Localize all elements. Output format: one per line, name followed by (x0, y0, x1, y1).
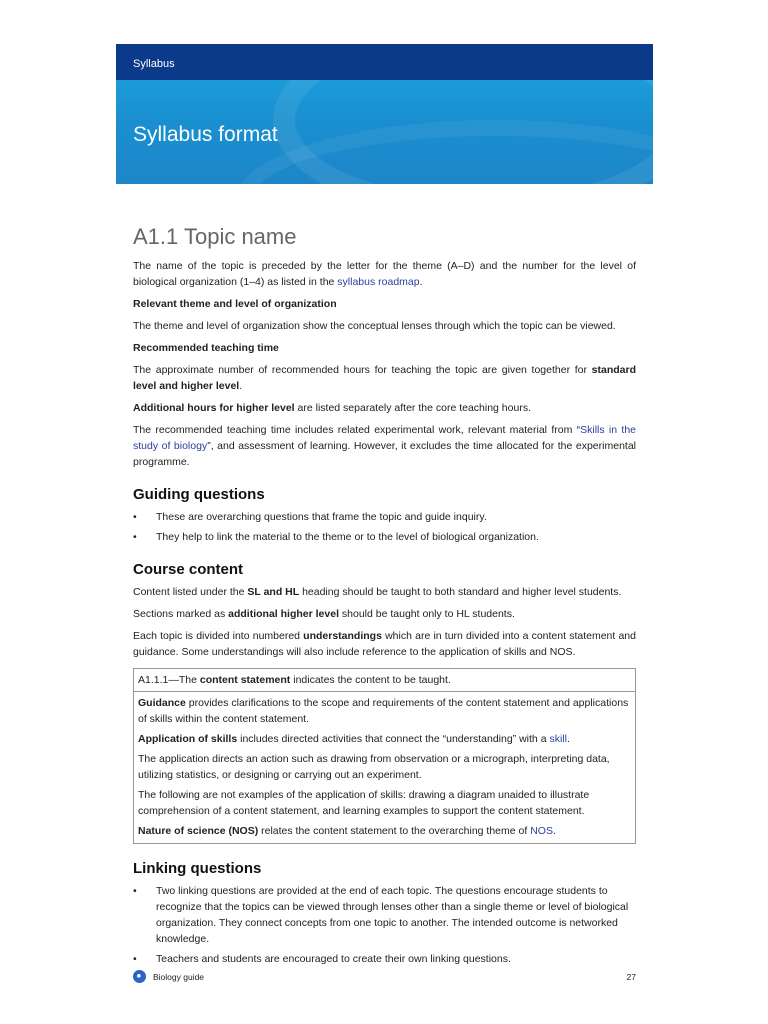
nos-link[interactable]: NOS (530, 825, 553, 837)
list-item (133, 509, 636, 525)
bold-text: standard level and higher level (133, 364, 636, 392)
section-label: Syllabus (133, 58, 175, 70)
page-footer (133, 968, 636, 988)
course-text (133, 628, 636, 660)
text: relates the content statement to the overarching theme of (258, 825, 531, 837)
course-text (133, 606, 636, 622)
text: are listed separately after the core teaching hours. (294, 402, 531, 414)
heading-text: Recommended teaching time (133, 342, 279, 354)
bold-text: content statement (199, 674, 291, 686)
theme-text: The theme and level of organization show the conceptual lenses through which the topic can be viewed. (133, 320, 616, 332)
topic-title: A1.1 Topic name (133, 224, 297, 249)
additional-hours-text (133, 400, 636, 416)
bold-text: Nature of science (NOS) (138, 825, 259, 837)
guiding-questions-list (133, 509, 636, 545)
text: heading should be taught to both standard and higher level students. (299, 586, 622, 598)
page-number: 27 (626, 972, 636, 982)
bullet-icon: • (133, 511, 137, 523)
topic-intro (133, 258, 636, 290)
guidance-section (134, 692, 635, 839)
syllabus-roadmap-link[interactable]: syllabus roadmap (337, 276, 420, 288)
text: The recommended teaching time includes related experimental work, relevant material from “ (133, 424, 581, 436)
text: A1.1.1—The (138, 674, 200, 686)
guide-name: Biology guide (153, 972, 205, 982)
text: . (239, 380, 243, 392)
not-examples-text: The following are not examples of the application of skills: drawing a diagram unaided to illustrate comprehension of a content statement, and learning examples to support the content statement. (138, 789, 590, 817)
skill-link[interactable]: skill (549, 733, 567, 745)
list-item (133, 529, 636, 545)
list-item-text: They help to link the material to the theme or to the level of biological organization. (156, 531, 539, 543)
guidance-text (138, 695, 631, 727)
bold-text: additional higher level (228, 608, 339, 620)
text: indicates the content to be taught. (290, 674, 451, 686)
linking-questions-list (133, 883, 636, 967)
text: . (552, 825, 556, 837)
heading-text: Relevant theme and level of organization (133, 298, 337, 310)
teaching-time-text (133, 422, 636, 470)
bold-text: understandings (303, 630, 382, 642)
list-item (133, 951, 636, 967)
guiding-questions-heading: Guiding questions (133, 486, 265, 503)
list-item-text: Two linking questions are provided at the end of each topic. The questions encourage students to recognize that the topics can be viewed through lenses other than a single theme or level of biological organization. They connect concepts from one topic to another. The intended outcome is networked knowledge. (156, 885, 629, 945)
action-text: The application directs an action such as drawing from observation or a micrograph, interpreting data, utilizing statistics, or designing or carrying out an experiment. (138, 753, 610, 781)
bullet-icon: • (133, 885, 137, 897)
text: The approximate number of recommended hours for teaching the topic are given together for (133, 364, 592, 376)
text: which are in turn divided into a content statement and guidance. Some understandings will also include reference to the application of skills and NOS. (133, 630, 636, 658)
text: . (419, 276, 423, 288)
theme-heading (133, 296, 636, 312)
bold-text: Application of skills (138, 733, 238, 745)
text: ”, and assessment of learning. However, it excludes the time allocated for the experimental programme. (133, 440, 636, 468)
list-item-text: Teachers and students are encouraged to create their own linking questions. (156, 953, 511, 965)
course-text (133, 584, 636, 600)
bold-text: Guidance (138, 697, 186, 709)
text: Sections marked as (133, 608, 229, 620)
section-banner (116, 44, 653, 80)
text: provides clarifications to the scope and requirements of the content statement and applications of skills within the content statement. (138, 697, 629, 725)
ib-logo-icon (133, 970, 146, 983)
nos-text (138, 823, 631, 839)
list-item (133, 883, 636, 947)
main-content (133, 222, 636, 971)
bold-text: SL and HL (247, 586, 300, 598)
text: The name of the topic is preceded by the letter for the theme (A–D) and the number for the level of biological organization (1–4) as listed in the (133, 260, 636, 288)
text: Content listed under the (133, 586, 248, 598)
list-item-text: These are overarching questions that frame the topic and guide inquiry. (156, 511, 487, 523)
skills-link[interactable]: Skills in the study of biology (133, 424, 637, 452)
text: should be taught only to HL students. (339, 608, 515, 620)
bold-text: Additional hours for higher level (133, 402, 295, 414)
linking-questions-heading: Linking questions (133, 860, 262, 877)
bullet-icon: • (133, 953, 137, 965)
text: includes directed activities that connect the “understanding” with a (237, 733, 550, 745)
example-box (133, 668, 636, 844)
text: Each topic is divided into numbered (133, 630, 304, 642)
page-title: Syllabus format (133, 123, 278, 146)
content-statement-row (134, 669, 635, 692)
course-content-heading: Course content (133, 561, 244, 578)
text: . (566, 733, 570, 745)
title-banner (116, 80, 653, 184)
teaching-heading (133, 340, 636, 356)
bullet-icon: • (133, 531, 137, 543)
teaching-text (133, 362, 636, 394)
skills-text (138, 731, 631, 747)
